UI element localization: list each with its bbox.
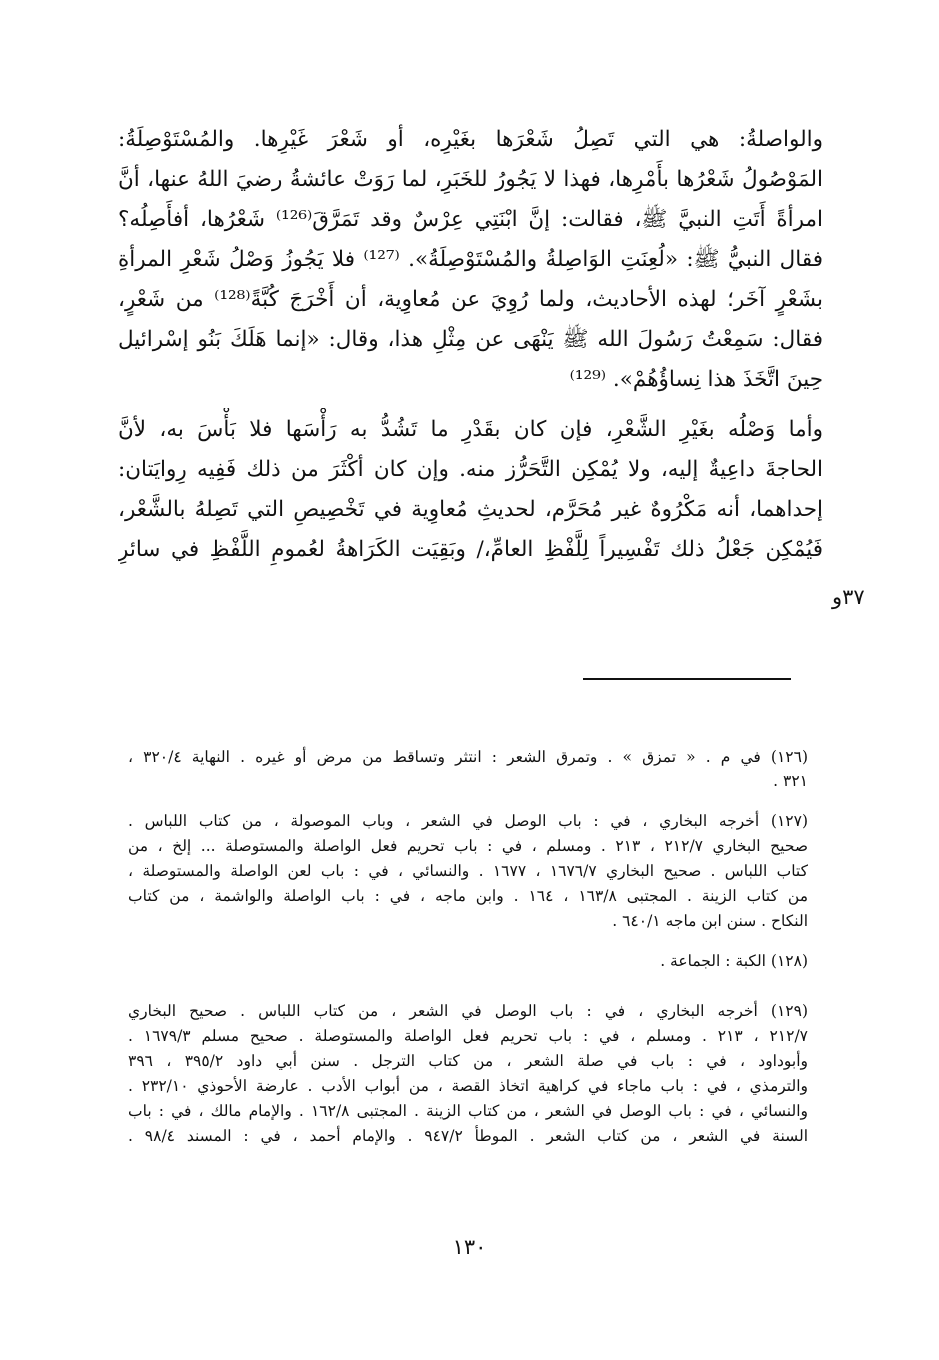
- footnote-line: السنة في الشعر ، من كتاب الشعر . الموطأ ٩٤٧/٢ . والإمام أحمد ، في : المسند ٩٨/٤ .: [128, 1127, 808, 1145]
- footnote-line: من كتاب الزينة . المجتبى ١٦٣/٨ ، ١٦٤ . وابن ماجه ، في : باب الواصلة والواشمة ، من كتاب: [128, 887, 808, 905]
- footnote-line: ٢١٢/٧ ، ٢١٣ . ومسلم ، في : باب تحريم فعل الواصلة والمستوصلة . صحيح مسلم ١٦٧٩/٣ .: [128, 1027, 808, 1045]
- footnote-line: (١٢٩) أخرجه البخاري ، في : باب الوصل في الشعر ، من كتاب اللباس . صحيح البخاري: [128, 1002, 808, 1020]
- footnote-line: (١٢٦) في م . « تمزق » . وتمرق الشعر : انتثر وتساقط من مرض أو غيره . النهاية ٣٢٠/٤ ،: [128, 748, 808, 766]
- main-text-line: حِينَ اتَّخَذَ هذا نِساؤُهُمْ». ⁽¹²⁹⁾: [569, 367, 823, 392]
- main-text-line: فقال النبيُّ ﷺ: «لُعِنَتِ الوَاصِلةُ والمُسْتَوْصِلَةُ». ⁽¹²⁷⁾ فلا يَجُوزُ وَصْلُ شَعْرِ المرأةِ: [118, 247, 823, 272]
- main-text-line: الحاجةَ داعِيةٌ إليه، ولا يُمْكِن التَّحَرُّز منه. وإن كان أكْثَرَ من ذلك فَفِيه رِوايَتان:: [118, 457, 823, 482]
- footnote-line: ٣٢١ .: [773, 772, 808, 790]
- main-text-line: إحداهما، أنه مَكْرُوهٌ غير مُحَرَّم، لحديثِ مُعاوِية في تَخْصِيصِ التي تَصِلهُ بالشَّعْر،: [118, 497, 823, 522]
- footnote-line: والترمذي ، في : باب ماجاء في كراهية اتخاذ القصة ، من أبواب الأدب . عارضة الأحوذي ٢٣٢/١٠ .: [128, 1077, 808, 1095]
- footnote-line: (١٢٧) أخرجه البخاري ، في : باب الوصل في الشعر ، وباب الموصولة ، من كتاب اللباس .: [128, 812, 808, 830]
- main-text-line: بشَعْرٍ آخَر؛ لهذه الأحاديث، ولما رُوِيَ عن مُعاوِية، أن أَخْرَجَ كُبَّةً⁽¹²⁸⁾ من شَعْرٍ،: [118, 287, 823, 312]
- footnote-line: والنسائي ، في : باب الوصل في الشعر ، من كتاب الزينة . المجتبى ١٦٢/٨ . والإمام مالك ، في : باب: [128, 1102, 808, 1120]
- footnote-line: وأبوداود ، في : باب في صلة الشعر ، من كتاب الترجل . سنن أبي داود ٣٩٥/٢ ، ٣٩٦: [128, 1052, 808, 1070]
- main-text-line: المَوْصُولُ شَعْرُها بأَمْرِها، فهذا لا يَجُورُ للخَبَرِ، لما رَوَتْ عائشةُ رضيَ اللهُ عنها، أنَّ: [118, 167, 823, 192]
- manuscript-folio-marker: ٣٧و: [832, 585, 865, 609]
- main-text-line: امرأةً أَتَتِ النبيَّ ﷺ، فقالت: إنَّ ابْنَتِي عِرْسٌ وقد تَمَرَّقَ⁽¹²⁶⁾ شَعْرُها، أفأَصِلُه؟: [118, 207, 823, 232]
- main-text-line: فقال: سَمِعْتُ رَسُولَ الله ﷺ يَنْهَى عن مِثْلِ هذا، وقال: «إنما هَلَكَ بَنُو إسْرائيل: [118, 327, 823, 352]
- main-text-line: والواصلةُ: هي التي تَصِلُ شَعْرَها بغَيْرِه، أو شَعْرَ غَيْرِها. والمُسْتَوْصِلَةُ:: [118, 127, 823, 152]
- footnote-divider: [583, 678, 791, 680]
- footnote-line: كتاب اللباس . صحيح البخاري ١٦٧٦/٧ ، ١٦٧٧ . والنسائي ، في : باب لعن الواصلة والمستوصلة ،: [128, 862, 808, 880]
- footnote-line: النكاح . سنن ابن ماجه ٦٤٠/١ .: [612, 912, 808, 930]
- main-text-line: وأما وَصْلُه بغَيْرِ الشَّعْرِ، فإن كان بقَدْرِ ما تَشُدُّ به رَأْسَها فلا بَأْسَ به، لأنَّ: [118, 417, 823, 442]
- footnote-line: (١٢٨) الكبة : الجماعة .: [660, 952, 808, 970]
- footnote-line: صحيح البخاري ٢١٢/٧ ، ٢١٣ . ومسلم ، في : باب تحريم فعل الواصلة والمستوصلة ... إلخ ، من: [128, 837, 808, 855]
- main-text-line: فَيُمْكِن جَعْلُ ذلك تَفْسِيراً لِلَّفْظِ العامِّ،/ وبَقِيَت الكَرَاهةُ لعُمومِ اللَّفْظِ في سائرِ: [118, 537, 823, 562]
- page-number: ١٣٠: [452, 1235, 487, 1259]
